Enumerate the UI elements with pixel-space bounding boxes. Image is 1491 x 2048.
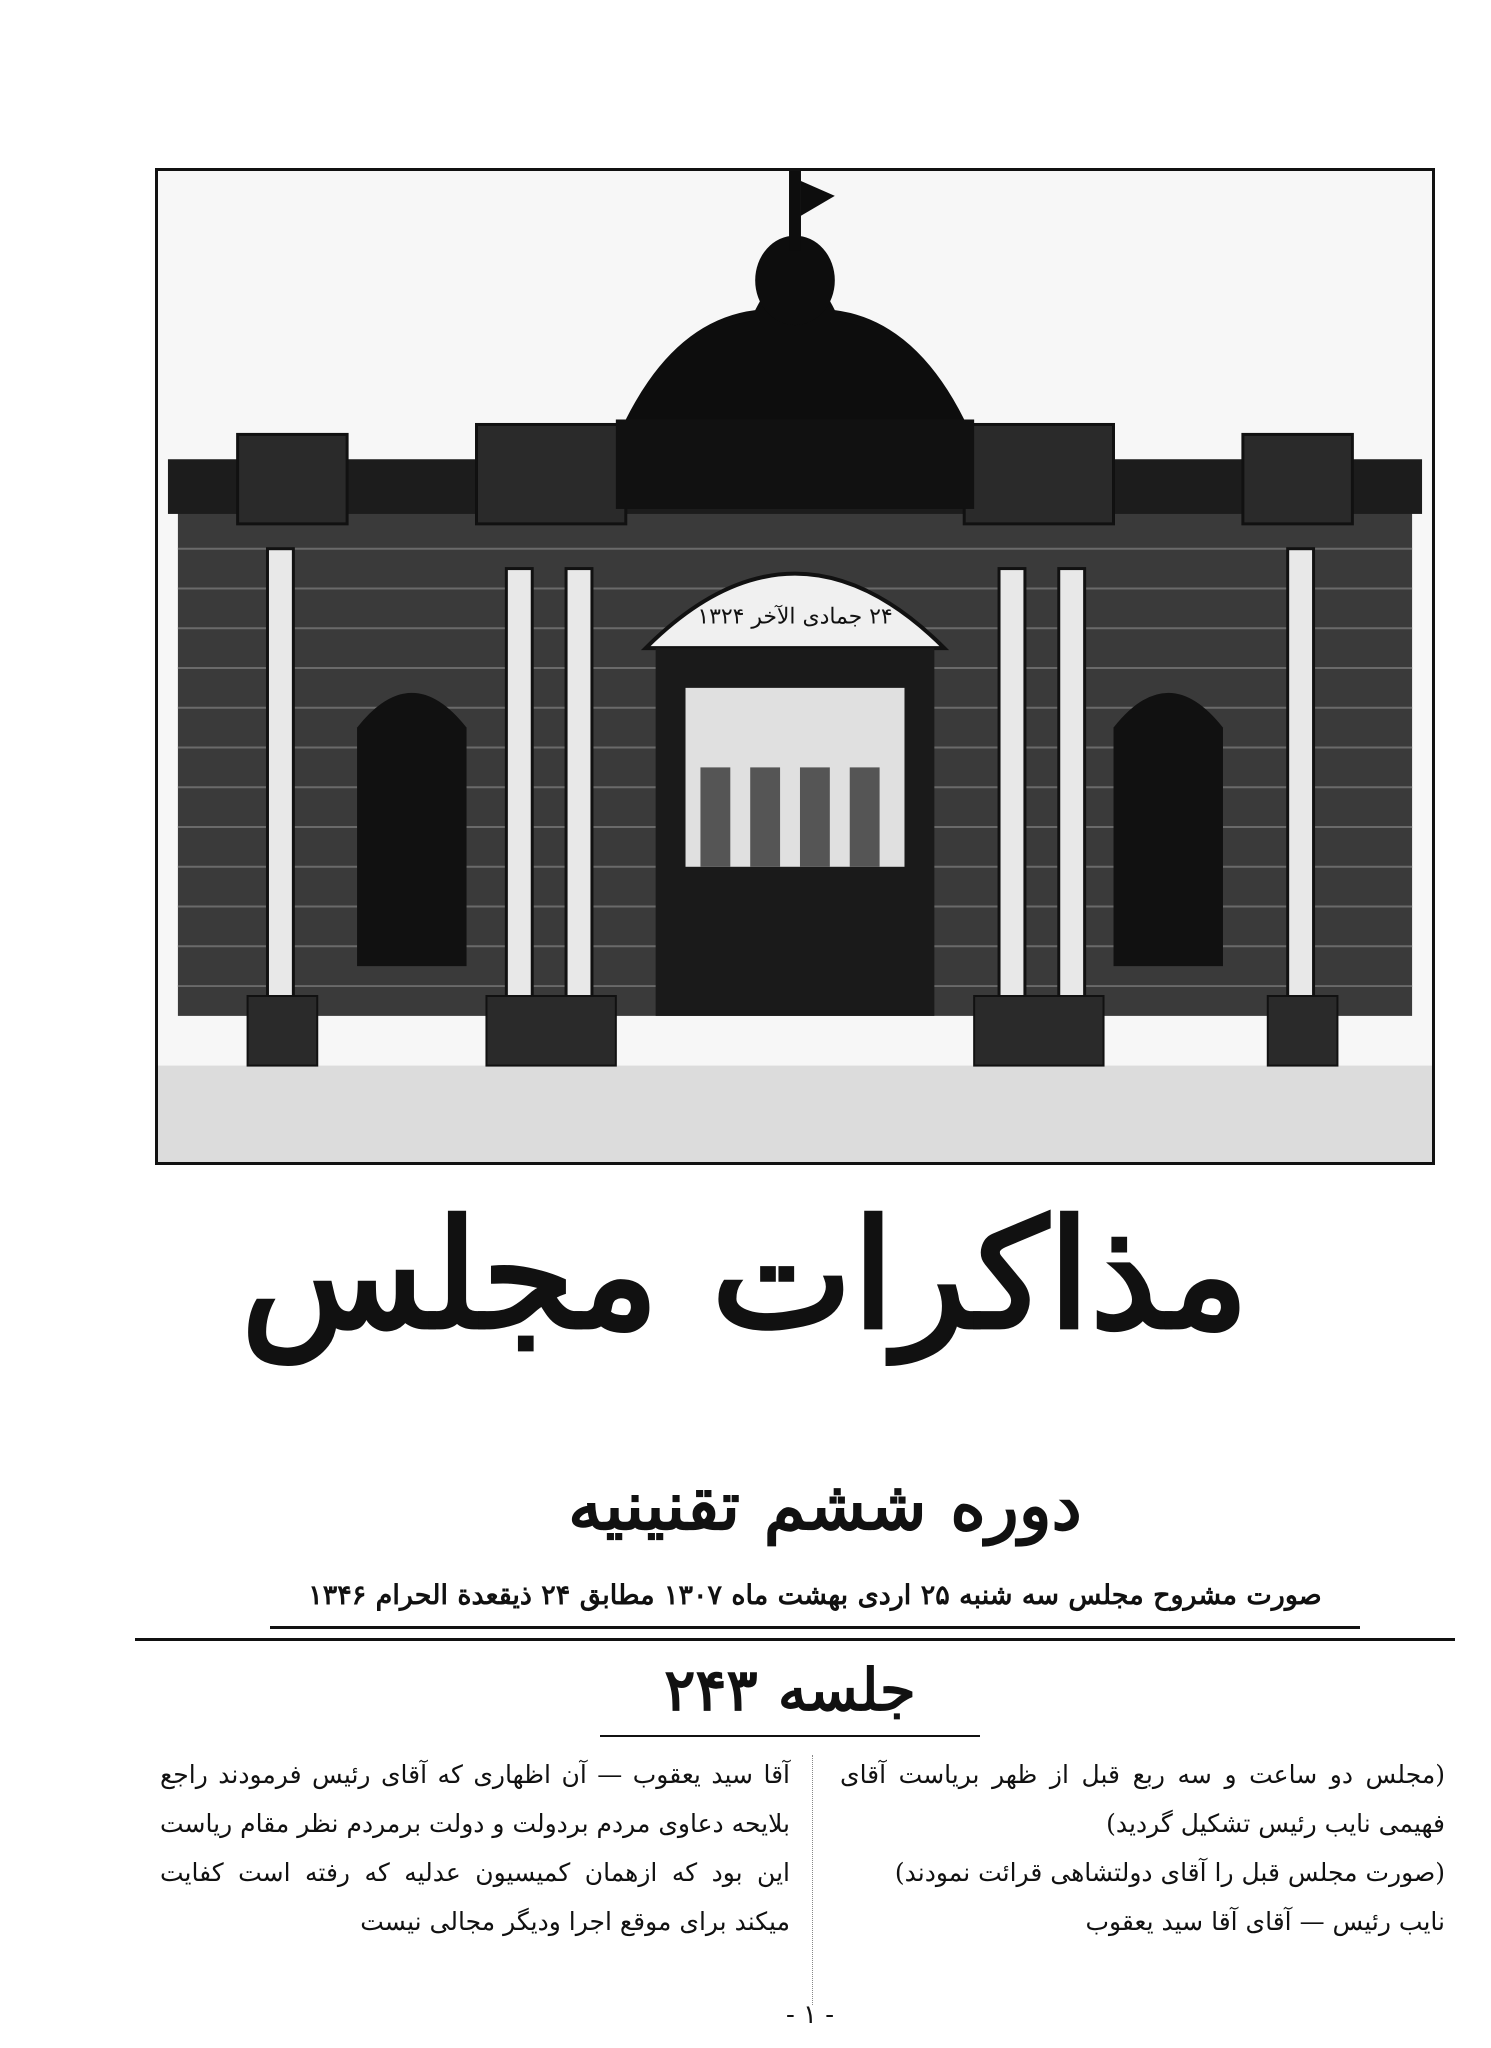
paragraph: آقا سید یعقوب — آن اظهاری که آقای رئیس فرمودند راجع بلایحه دعاوی مردم بردولت و دولت برمردم نظر مقام ریاست این بود که ازهمان کمیسیون عدلیه که رفته است کفایت میکند برای موقع اجرا ودیگر مجالی نیست — [160, 1760, 790, 1936]
arch-inscription: ۲۴ جمادی الآخر ۱۳۲۴ — [697, 604, 893, 630]
paragraph: (صورت مجلس قبل را آقای دولتشاهی قرائت نمودند) — [894, 1858, 1445, 1887]
text-column-right — [840, 1750, 1445, 1946]
session-number: جلسه ۲۴۳ — [600, 1650, 980, 1737]
header-rule — [135, 1638, 1455, 1641]
paragraph: نایب رئیس — آقای آقا سید یعقوب — [1085, 1907, 1445, 1936]
masthead-subtitle: دوره ششم تقنینیه — [568, 1466, 1082, 1546]
column-divider — [812, 1755, 813, 2005]
session-dateline: صورت مشروح مجلس سه شنبه ۲۵ اردی بهشت ماه ۱۳۰۷ مطابق ۲۴ ذیقعدة الحرام ۱۳۴۶ — [270, 1580, 1360, 1629]
text-column-left — [160, 1750, 790, 1946]
page-number: - ۱ - — [785, 2000, 835, 2030]
masthead-title: مذاکرات مجلس — [240, 1187, 1250, 1363]
paragraph: (مجلس دو ساعت و سه ربع قبل از ظهر بریاست آقای فهیمی نایب رئیس تشکیل گردید) — [840, 1760, 1445, 1838]
parliament-engraving — [155, 168, 1435, 1165]
